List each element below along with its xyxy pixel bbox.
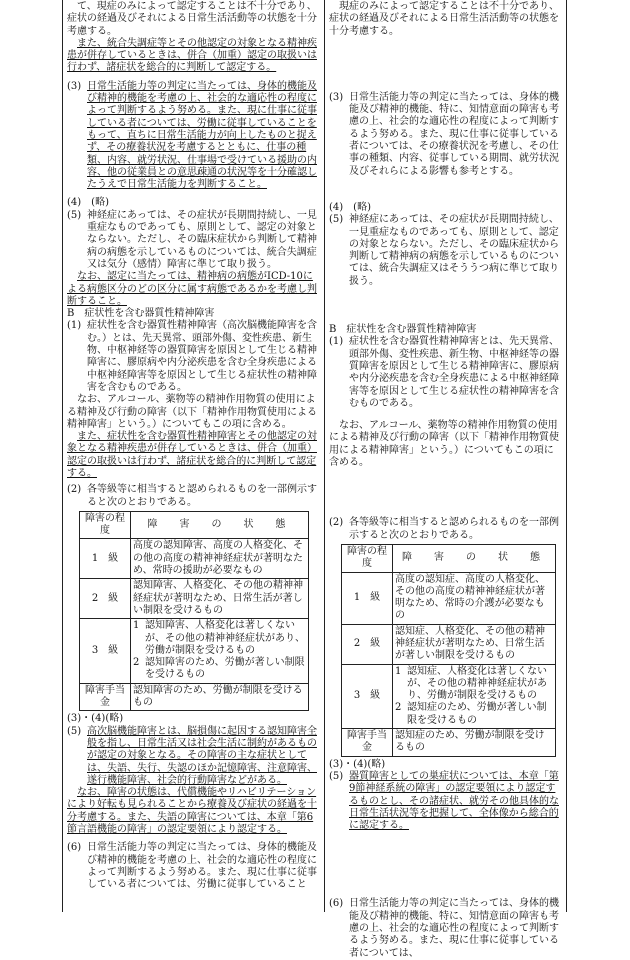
table-cell: 1 級 (80, 539, 131, 579)
sub-text: 認知障害、人格変化は著しくないが、その他の精神神経症状があり、労働が制限を受けるもの (145, 620, 305, 656)
table-cell: 3 級 (342, 664, 393, 728)
item-number: (5) (67, 209, 82, 221)
paragraph: て、現症のみによって認定することは不十分であり、症状の経過及びそれによる日常生活活動等の状態を十分考慮する。 (67, 1, 317, 37)
table-row (342, 729, 556, 757)
table-cell: 2 級 (80, 579, 131, 619)
table-header: 障害の程度 (80, 511, 131, 539)
item-number: (5) (329, 214, 344, 226)
item-b6 (325, 898, 566, 959)
table-cell: 1 級 (342, 572, 393, 624)
table-cell: 2 級 (342, 624, 393, 664)
table-row (342, 624, 556, 664)
grade-table (341, 544, 556, 757)
item-b5 (63, 726, 324, 787)
item-text: 高次脳機能障害とは、脳損傷に起因する認知障害全般を指し、日常生活又は社会生活に制約があるものが認定の対象となる。その障害の主な症状としては、失語、失行、失認のほか記憶障害、注意障害、遂行機能障害、社会的行動障害などがある。 (87, 725, 317, 786)
section-heading: B 症状性を含む器質性精神障害 (329, 324, 477, 336)
paragraph: また、症状性を含む器質性精神障害とその他認定の対象となる精神疾患が併存しているときは、併合（加重）認定の取扱いは行わず、諸症状を総合的に判断して認定する。 (67, 431, 317, 479)
item-text: 各等級等に相当すると認められるものを一部例示すると次のとおりである。 (87, 484, 317, 508)
current-column (324, 0, 567, 959)
item-3 (325, 92, 566, 178)
paragraph: なお、認定に当たっては、精神病の病態がICD-10による病態区分のどの区分に属す病態であるかを考慮し判断すること。 (67, 271, 317, 307)
table-cell: 障害手当金 (342, 729, 393, 757)
item-text: 症状性を含む器質性精神障害（高次脳機能障害を含む。）とは、先天異常、頭部外傷、変性疾患、新生物、中枢神経等の器質障害を原因として生じる精神障害に、膠原病や内分泌疾患を含む全身疾患による中枢神経障害等を原因として生じる症状性の精神障害を含むものである。 (87, 320, 317, 393)
grade-table (79, 511, 309, 711)
item-b2 (63, 484, 324, 509)
table-row (80, 683, 309, 711)
item-number: (5) (67, 725, 82, 737)
item-text: 神経症にあっては、その症状が長期間持続し、一見重症なものであっても、原則として、認定の対象とならない。ただし、その臨床症状から判断して精神病の病態を示しているものについては、統合失調症又はそううつ病に準じて取り扱う。 (349, 214, 559, 287)
item-text: 日常生活能力等の判定に当たっては、身体的機能及び精神的機能、特に、知情意面の障害も考慮の上、社会的な適応性の程度によって判断するよう努める。また、現に仕事に従事している者については、その療養状況を考慮し、その仕事の種類、内容、従事している期間、就労状況及びそれらによる影響も参考とする。 (349, 91, 559, 177)
paragraph: なお、障害の状態は、代償機能やリハビリテーションにより好転も見られることから療養及び症状の経過を十分考慮する。また、失語の障害については、本章「第6節言語機能の障害」の認定要領により認定する。 (67, 787, 317, 835)
table-header: 障 害 の 状 態 (393, 544, 556, 572)
item-text: 各等級等に相当すると認められるものを一部例示すると次のとおりである。 (349, 517, 559, 541)
item-b6 (63, 842, 324, 891)
item-number: (2) (67, 484, 82, 496)
item-text: 神経症にあっては、その症状が長期間持続し、一見重症なものであっても、原則として、認定の対象とならない。ただし、その臨床症状から判断して精神病の病態を示しているものについては、統合失調症又は気分（感情）障害に準じて取り扱う。 (87, 209, 317, 270)
item-number: (2) (329, 517, 344, 529)
item-b1 (63, 320, 324, 394)
table-row (342, 572, 556, 624)
sub-number: 2 (395, 702, 402, 714)
item-text: 日常生活能力等の判定に当たっては、身体的機能及び精神的機能を考慮の上、社会的な適応性の程度によって判断するよう努める。また、現に仕事に従事している者については、労働に従事していること (87, 842, 317, 891)
table-cell: 3 級 (80, 619, 131, 683)
table-row (342, 664, 556, 728)
item-3-4: (3)・(4)(略) (329, 758, 386, 770)
item-number: (1) (67, 320, 82, 332)
item-text: 日常生活能力等の判定に当たっては、身体的機能及び精神的機能、特に、知情意面の障害も考慮の上、社会的な適応性の程度によって判断するよう努める。また、現に仕事に従事している者については、 (349, 898, 559, 959)
item-4: (4) (略) (67, 197, 109, 209)
item-5 (63, 210, 324, 271)
sub-number: 1 (395, 665, 402, 677)
section-heading: B 症状性を含む器質性精神障害 (67, 308, 215, 320)
table-cell (131, 619, 309, 683)
paragraph: また、統合失調症等とその他認定の対象となる精神疾患が併存しているときは、併合（加重）認定の取扱いは行わず、諸症状を総合的に判断して認定する。 (67, 37, 317, 74)
paragraph: 現症のみによって認定することは不十分であり、症状の経過及びそれによる日常生活活動等の状態を十分考慮する。 (329, 1, 559, 37)
item-4: (4) (略) (329, 201, 371, 213)
item-b1 (325, 336, 566, 410)
item-3 (63, 81, 324, 192)
table-cell: 認知障害、人格変化、その他の精神神経症状が著明なため、日常生活が著しい制限を受けるもの (131, 579, 309, 619)
paragraph: なお、アルコール、薬物等の精神作用物質の使用による精神及び行動の障害（以下「精神作用物質使用による精神障害」という。）についてもこの項に含める。 (329, 420, 559, 469)
table-cell: 障害手当金 (80, 683, 131, 711)
item-number: (3) (67, 80, 82, 92)
item-number: (6) (329, 898, 344, 910)
table-cell (393, 664, 556, 728)
table-cell: 高度の認知症、高度の人格変化、その他の高度の精神神経症状が著明なため、常時の介護が必要なもの (393, 572, 556, 624)
item-3-4: (3)・(4)(略) (67, 713, 124, 725)
item-5 (325, 214, 566, 288)
revised-column (62, 0, 324, 912)
table-cell: 認知症のため、労働が制限を受けるもの (393, 729, 556, 757)
item-b5 (325, 771, 566, 832)
table-cell: 認知症、人格変化、その他の精神神経症状が著明なため、日常生活が著しい制限を受けるもの (393, 624, 556, 664)
table-header: 障害の程度 (342, 544, 393, 572)
item-text: 器質障害としての巣症状については、本章「第9節神経系統の障害」の認定要領により認定するものとし、その諸症状、就労その他具体的な日常生活状況等を把握して、全体像から総合的に認定する。 (349, 770, 559, 832)
sub-number: 2 (133, 657, 140, 669)
item-b2 (325, 517, 566, 542)
sub-text: 認知症、人格変化は著しくないが、その他の精神神経症状があり、労働が制限を受けるもの (407, 665, 547, 702)
table-row (80, 579, 309, 619)
item-number: (3) (329, 91, 344, 103)
table-header: 障 害 の 状 態 (131, 511, 309, 539)
item-number: (5) (329, 770, 344, 782)
item-text: 日常生活能力等の判定に当たっては、身体的機能及び精神的機能を考慮の上、社会的な適応性の程度によって判断するよう努める。また、現に仕事に従事している者については、労働に従事していることをもって、直ちに日常生活能力が向上したものと捉えず、その療養状況を考慮するとともに、仕事の種類、内容、就労状況、仕事場で受けている援助の内容、他の従業員との意思疎通の状況等を十分確認したうえで日常生活能力を判断すること。 (87, 80, 317, 191)
sub-text: 認知障害のため、労働が著しい制限を受けるもの (145, 657, 305, 681)
item-number: (1) (329, 336, 344, 348)
sub-number: 1 (133, 620, 140, 632)
paragraph: なお、アルコール、薬物等の精神作用物質の使用による精神及び行動の障害（以下「精神作用物質使用による精神障害」という。）についてもこの項に含める。 (67, 394, 317, 430)
item-text: 症状性を含む器質性精神障害とは、先天異常、頭部外傷、変性疾患、新生物、中枢神経等の器質障害を原因として生じる精神障害に、膠原病や内分泌疾患を含む全身疾患による中枢神経障害等を原因として生じる症状性の精神障害を含むものである。 (349, 336, 559, 409)
table-cell: 高度の認知障害、高度の人格変化、その他の高度の精神神経症状が著明なため、常時の援助が必要なもの (131, 539, 309, 579)
sub-text: 認知症のため、労働が著しい制限を受けるもの (407, 702, 547, 726)
table-row (80, 539, 309, 579)
table-row (80, 619, 309, 683)
table-cell: 認知障害のため、労働が制限を受けるもの (131, 683, 309, 711)
item-number: (6) (67, 842, 82, 854)
